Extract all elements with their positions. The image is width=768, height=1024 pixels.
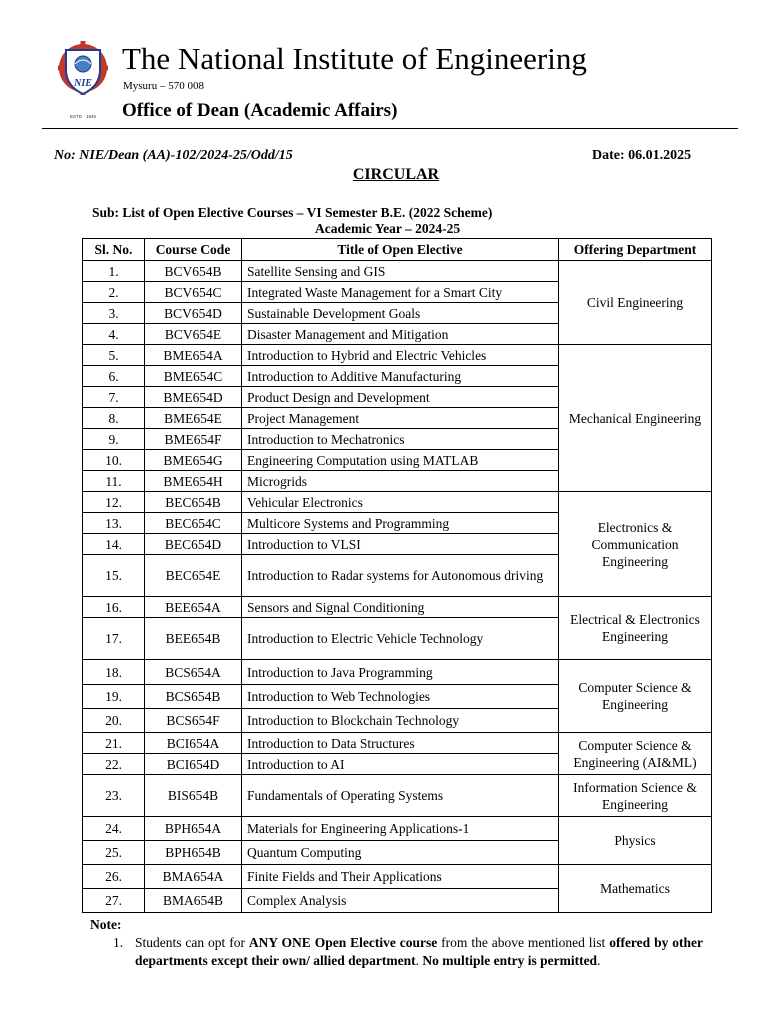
course-code-cell: BME654D xyxy=(145,387,242,408)
course-title-cell: Fundamentals of Operating Systems xyxy=(242,775,559,817)
sl-no-cell: 23. xyxy=(83,775,145,817)
header-divider xyxy=(42,128,738,129)
course-code-cell: BEC654C xyxy=(145,513,242,534)
sl-no-cell: 19. xyxy=(83,685,145,709)
sl-no-cell: 5. xyxy=(83,345,145,366)
course-code-cell: BCV654C xyxy=(145,282,242,303)
sl-no-cell: 21. xyxy=(83,733,145,754)
sl-no-cell: 2. xyxy=(83,282,145,303)
course-title-cell: Vehicular Electronics xyxy=(242,492,559,513)
institute-logo xyxy=(58,38,108,122)
course-code-cell: BCV654E xyxy=(145,324,242,345)
header-sl-no: Sl. No. xyxy=(83,239,145,261)
course-code-cell: BCS654F xyxy=(145,709,242,733)
note-text-3: . xyxy=(415,952,423,968)
department-cell: Computer Science & Engineering (AI&ML) xyxy=(559,733,712,775)
header-department: Offering Department xyxy=(559,239,712,261)
note-text-4: . xyxy=(597,952,601,968)
course-code-cell: BEE654A xyxy=(145,597,242,618)
sl-no-cell: 26. xyxy=(83,865,145,889)
sl-no-cell: 4. xyxy=(83,324,145,345)
sl-no-cell: 10. xyxy=(83,450,145,471)
institute-name: The National Institute of Engineering xyxy=(122,41,587,76)
department-cell: Physics xyxy=(559,817,712,865)
course-title-cell: Introduction to Blockchain Technology xyxy=(242,709,559,733)
course-title-cell: Introduction to Electric Vehicle Technology xyxy=(242,618,559,660)
logo-text: NIE xyxy=(74,78,92,89)
office-name: Office of Dean (Academic Affairs) xyxy=(122,100,398,121)
course-code-cell: BMA654A xyxy=(145,865,242,889)
open-elective-table xyxy=(82,238,712,913)
course-code-cell: BEC654D xyxy=(145,534,242,555)
course-title-cell: Integrated Waste Management for a Smart City xyxy=(242,282,559,303)
course-code-cell: BEC654B xyxy=(145,492,242,513)
logo-estd: ESTD · 1946 xyxy=(69,114,97,119)
course-code-cell: BME654H xyxy=(145,471,242,492)
course-code-cell: BPH654A xyxy=(145,817,242,841)
course-code-cell: BME654C xyxy=(145,366,242,387)
note-bold-1: ANY ONE Open Elective course xyxy=(248,935,438,950)
sl-no-cell: 20. xyxy=(83,709,145,733)
course-code-cell: BEC654E xyxy=(145,555,242,597)
course-title-cell: Introduction to Data Structures xyxy=(242,733,559,754)
subject-line: Sub: List of Open Elective Courses – VI Semester B.E. (2022 Scheme) xyxy=(92,205,493,220)
header-title: Title of Open Elective xyxy=(242,239,559,261)
table-row xyxy=(83,817,712,841)
department-cell: Information Science & Engineering xyxy=(559,775,712,817)
circular-date: Date: 06.01.2025 xyxy=(592,148,692,163)
course-code-cell: BPH654B xyxy=(145,841,242,865)
table-header-row xyxy=(83,239,712,261)
course-code-cell: BIS654B xyxy=(145,775,242,817)
course-code-cell: BME654E xyxy=(145,408,242,429)
course-code-cell: BCS654A xyxy=(145,660,242,685)
course-code-cell: BEE654B xyxy=(145,618,242,660)
course-title-cell: Introduction to Radar systems for Autonomous driving xyxy=(242,555,559,597)
sl-no-cell: 7. xyxy=(83,387,145,408)
note-item-text xyxy=(135,934,703,969)
course-code-cell: BME654F xyxy=(145,429,242,450)
note-bold-3: No multiple entry is permitted xyxy=(422,952,598,968)
sl-no-cell: 14. xyxy=(83,534,145,555)
table-body xyxy=(83,261,712,913)
course-title-cell: Introduction to VLSI xyxy=(242,534,559,555)
course-title-cell: Introduction to AI xyxy=(242,754,559,775)
course-code-cell: BCI654D xyxy=(145,754,242,775)
course-title-cell: Finite Fields and Their Applications xyxy=(242,865,559,889)
department-cell: Mathematics xyxy=(559,865,712,913)
note-text-2: from the above mentioned list xyxy=(437,935,610,950)
sl-no-cell: 18. xyxy=(83,660,145,685)
sl-no-cell: 27. xyxy=(83,889,145,913)
institute-city: Mysuru – 570 008 xyxy=(123,80,204,92)
course-title-cell: Introduction to Web Technologies xyxy=(242,685,559,709)
course-title-cell: Multicore Systems and Programming xyxy=(242,513,559,534)
academic-year: Academic Year – 2024-25 xyxy=(315,221,461,236)
course-code-cell: BME654A xyxy=(145,345,242,366)
sl-no-cell: 17. xyxy=(83,618,145,660)
department-cell: Electrical & Electronics Engineering xyxy=(559,597,712,660)
table-row xyxy=(83,865,712,889)
course-code-cell: BME654G xyxy=(145,450,242,471)
course-title-cell: Product Design and Development xyxy=(242,387,559,408)
course-code-cell: BCI654A xyxy=(145,733,242,754)
table-row xyxy=(83,492,712,513)
course-code-cell: BCV654B xyxy=(145,261,242,282)
course-title-cell: Sustainable Development Goals xyxy=(242,303,559,324)
sl-no-cell: 15. xyxy=(83,555,145,597)
table-row xyxy=(83,733,712,754)
course-title-cell: Microgrids xyxy=(242,471,559,492)
sl-no-cell: 9. xyxy=(83,429,145,450)
sl-no-cell: 22. xyxy=(83,754,145,775)
sl-no-cell: 13. xyxy=(83,513,145,534)
table-row xyxy=(83,345,712,366)
course-title-cell: Satellite Sensing and GIS xyxy=(242,261,559,282)
course-title-cell: Disaster Management and Mitigation xyxy=(242,324,559,345)
note-item xyxy=(113,934,703,969)
sl-no-cell: 1. xyxy=(83,261,145,282)
table-row xyxy=(83,775,712,817)
sl-no-cell: 8. xyxy=(83,408,145,429)
course-title-cell: Engineering Computation using MATLAB xyxy=(242,450,559,471)
course-code-cell: BMA654B xyxy=(145,889,242,913)
course-title-cell: Introduction to Mechatronics xyxy=(242,429,559,450)
course-title-cell: Complex Analysis xyxy=(242,889,559,913)
sl-no-cell: 12. xyxy=(83,492,145,513)
header-course-code: Course Code xyxy=(145,239,242,261)
sl-no-cell: 3. xyxy=(83,303,145,324)
reference-number: No: NIE/Dean (AA)-102/2024-25/Odd/15 xyxy=(54,148,293,163)
table-row xyxy=(83,261,712,282)
sl-no-cell: 16. xyxy=(83,597,145,618)
sl-no-cell: 11. xyxy=(83,471,145,492)
note-bold-2: offered by other departments except their own/ allied department xyxy=(135,935,704,968)
course-code-cell: BCV654D xyxy=(145,303,242,324)
table-row xyxy=(83,597,712,618)
department-cell: Mechanical Engineering xyxy=(559,345,712,492)
course-title-cell: Project Management xyxy=(242,408,559,429)
note-item-number: 1. xyxy=(113,935,124,950)
course-title-cell: Introduction to Additive Manufacturing xyxy=(242,366,559,387)
course-title-cell: Introduction to Java Programming xyxy=(242,660,559,685)
sl-no-cell: 6. xyxy=(83,366,145,387)
department-cell: Computer Science & Engineering xyxy=(559,660,712,733)
course-code-cell: BCS654B xyxy=(145,685,242,709)
sl-no-cell: 24. xyxy=(83,817,145,841)
course-title-cell: Quantum Computing xyxy=(242,841,559,865)
circular-title: CIRCULAR xyxy=(352,166,440,183)
note-text-1: Students can opt for xyxy=(135,935,249,950)
note-label: Note: xyxy=(90,917,122,932)
department-cell: Electronics & Communication Engineering xyxy=(559,492,712,597)
course-title-cell: Introduction to Hybrid and Electric Vehicles xyxy=(242,345,559,366)
course-title-cell: Materials for Engineering Applications-1 xyxy=(242,817,559,841)
sl-no-cell: 25. xyxy=(83,841,145,865)
table-row xyxy=(83,660,712,685)
department-cell: Civil Engineering xyxy=(559,261,712,345)
course-title-cell: Sensors and Signal Conditioning xyxy=(242,597,559,618)
